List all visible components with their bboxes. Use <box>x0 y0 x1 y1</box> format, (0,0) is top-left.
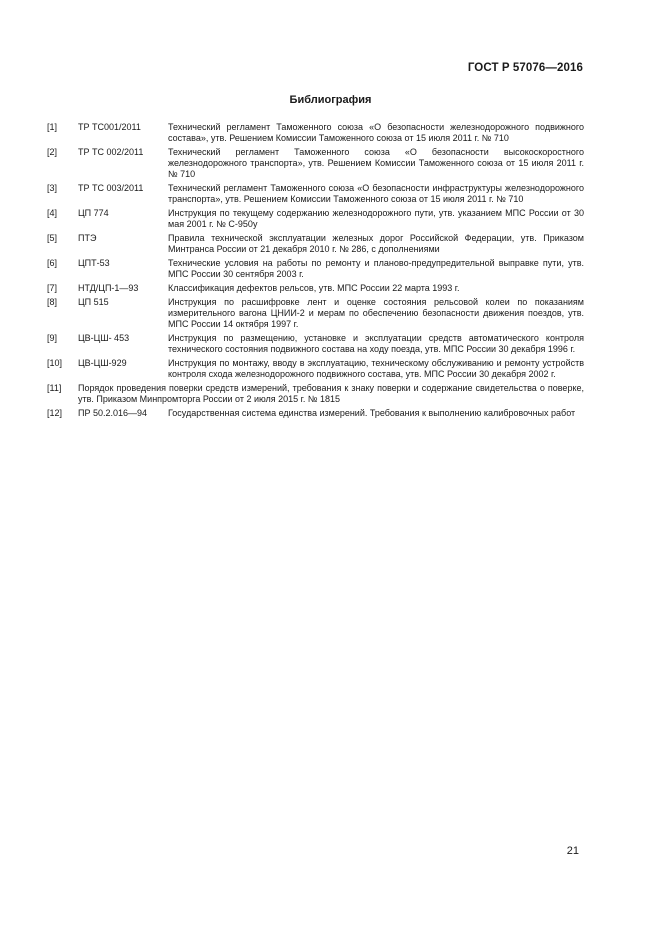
reference-number: [10] <box>47 358 63 368</box>
reference-number: [2] <box>47 147 58 157</box>
reference-code: ЦВ-ЦШ-929 <box>78 358 127 368</box>
reference-code: ЦПТ-53 <box>78 258 110 268</box>
reference-text: Технический регламент Таможенного союза «О безопасности инфраструктуры железнодорожного транспорта», утв. Решением Комиссии Таможенного союза от 15 июля 2011 г. № 710 <box>168 183 584 204</box>
reference-text: Правила технической эксплуатации железных дорог Российской Федерации, утв. Приказом Минтранса России от 21 декабря 2010 г. № 286, с дополнениями <box>168 233 584 254</box>
bibliography-list <box>47 122 584 422</box>
reference-number: [7] <box>47 283 58 293</box>
reference-text: Порядок проведения поверки средств измерений, требования к знаку поверки и содержание свидетельства о поверке, утв. Приказом Минпромторга России от 2 июля 2015 г. № 1815 <box>78 383 584 404</box>
reference-entry <box>47 233 584 255</box>
reference-text: Инструкция по расшифровке лент и оценке состояния рельсовой колеи по показаниям измерительного вагона ЦНИИ-2 и мерам по обеспечению безопасности движения поездов, утв. МПС России 14 октября 1997 г. <box>168 297 584 329</box>
reference-number: [6] <box>47 258 58 268</box>
reference-number: [9] <box>47 333 58 343</box>
reference-text: Технический регламент Таможенного союза «О безопасности железнодорожного подвижного состава», утв. Решением Комиссии Таможенного союза от 15 июля 2011 г. № 710 <box>168 122 584 143</box>
reference-number: [3] <box>47 183 58 193</box>
reference-entry <box>47 297 584 330</box>
standard-code: ГОСТ Р 57076—2016 <box>467 62 583 74</box>
reference-code: ЦВ-ЦШ- 453 <box>78 333 130 343</box>
reference-text: Технический регламент Таможенного союза «О безопасности высокоскоростного железнодорожного транспорта», утв. Решением Комиссии Таможенного союза от 15 июля 2011 г. № 710 <box>168 147 584 179</box>
reference-number: [12] <box>47 408 63 418</box>
reference-text: Технические условия на работы по ремонту и планово-предупредительной выправке пути, утв. МПС России 30 сентября 2003 г. <box>168 258 584 279</box>
reference-entry <box>47 358 584 380</box>
reference-entry <box>47 408 584 419</box>
reference-text: Государственная система единства измерений. Требования к выполнению калибровочных работ <box>168 408 576 418</box>
reference-code: ЦП 774 <box>78 208 109 218</box>
reference-text: Инструкция по текущему содержанию железнодорожного пути, утв. указанием МПС России от 30 мая 2001 г. № С-950у <box>168 208 584 229</box>
reference-number: [1] <box>47 122 58 132</box>
reference-text: Классификация дефектов рельсов, утв. МПС России 22 марта 1993 г. <box>168 283 460 293</box>
reference-code: НТД/ЦП-1—93 <box>78 283 139 293</box>
reference-entry <box>47 208 584 230</box>
reference-code: ПР 50.2.016—94 <box>78 408 148 418</box>
page-number: 21 <box>566 845 579 857</box>
reference-code: ТР ТС001/2011 <box>78 122 141 132</box>
reference-text: Инструкция по монтажу, вводу в эксплуатацию, техническому обслуживанию и ремонту устройств контроля схода железнодорожного подвижного состава, утв. МПС России 30 декабря 2002 г. <box>168 358 584 379</box>
reference-code: ТР ТС 003/2011 <box>78 183 144 193</box>
reference-entry <box>47 258 584 280</box>
reference-entry <box>47 122 584 144</box>
reference-number: [5] <box>47 233 58 243</box>
reference-entry <box>47 283 584 294</box>
reference-number: [4] <box>47 208 58 218</box>
reference-code: ПТЭ <box>78 233 97 243</box>
section-title: Библиография <box>289 94 372 106</box>
reference-number: [8] <box>47 297 58 307</box>
reference-code: ТР ТС 002/2011 <box>78 147 144 157</box>
reference-entry <box>47 183 584 205</box>
reference-code: ЦП 515 <box>78 297 109 307</box>
reference-entry <box>47 333 584 355</box>
reference-text: Инструкция по размещению, установке и эксплуатации средств автоматического контроля технического состояния подвижного состава на ходу поезда, утв. МПС России 30 декабря 1996 г. <box>168 333 584 354</box>
reference-entry <box>47 147 584 180</box>
reference-number: [11] <box>47 383 62 393</box>
reference-entry <box>47 383 584 405</box>
